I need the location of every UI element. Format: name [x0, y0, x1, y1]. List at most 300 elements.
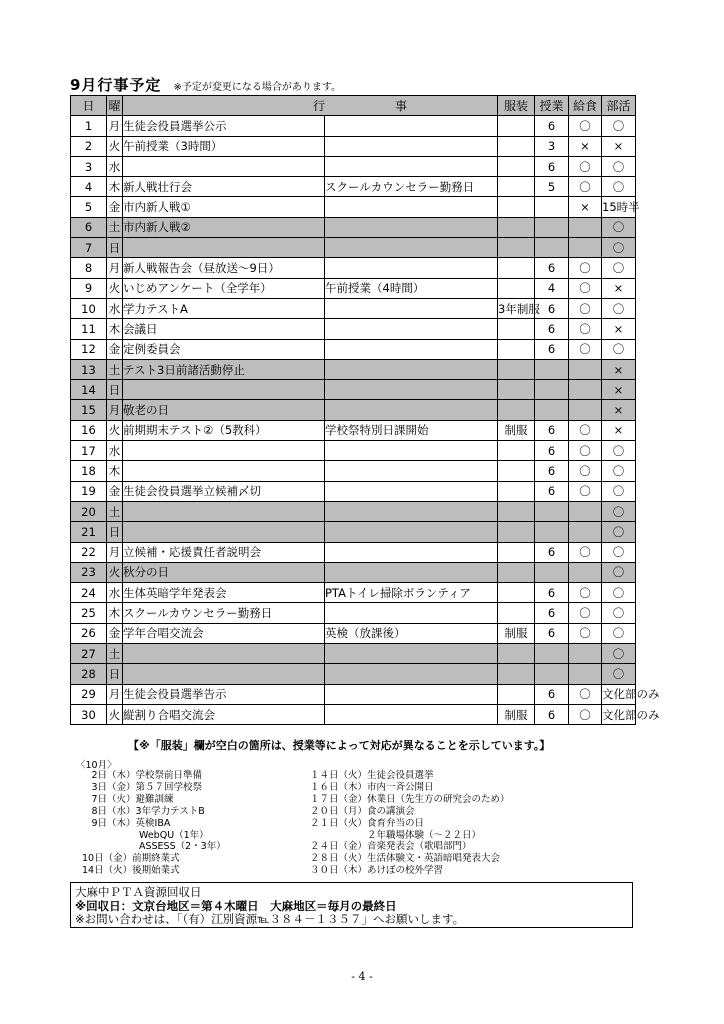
schedule-table: [70, 95, 660, 725]
weekday-cell: 土: [107, 501, 123, 521]
weekday-cell: 土: [107, 359, 123, 379]
table-row: [71, 562, 636, 582]
club-cell: 〇: [602, 481, 636, 501]
event-cell: 会議日: [123, 319, 325, 339]
lunch-cell: ×: [569, 136, 602, 156]
october-item: ASSESS（2・3年）: [82, 841, 226, 853]
event2-cell: [325, 704, 498, 724]
table-row: [71, 156, 636, 176]
classes-cell: 6: [535, 461, 569, 481]
table-row: [71, 522, 636, 542]
october-item: 7日（火）避難訓練: [82, 793, 174, 805]
october-item: 10日（金）前期終業式: [82, 853, 180, 865]
header-events-1: 行: [313, 99, 326, 114]
uniform-cell: [498, 400, 535, 420]
october-heading: 〈10月〉: [76, 760, 117, 771]
table-row: [71, 623, 636, 643]
lunch-cell: 〇: [569, 258, 602, 278]
weekday-cell: 木: [107, 603, 123, 623]
event-cell: 市内新人戦②: [123, 217, 325, 237]
table-row: [71, 359, 636, 379]
classes-cell: 6: [535, 603, 569, 623]
lunch-cell: 〇: [569, 583, 602, 603]
weekday-cell: 日: [107, 522, 123, 542]
table-row: [71, 420, 636, 440]
weekday-cell: 木: [107, 319, 123, 339]
table-row: [71, 177, 636, 197]
uniform-cell: [498, 278, 535, 298]
october-item: 2日（木）学校祭前日準備: [82, 770, 203, 781]
club-cell: 文化部のみ: [602, 684, 636, 704]
club-cell: 〇: [602, 603, 636, 623]
header-lunch: 給食: [569, 96, 602, 116]
classes-cell: [535, 359, 569, 379]
event-cell: [123, 664, 325, 684]
event2-cell: [325, 217, 498, 237]
october-item: ２４日（金）音楽発表会（歌唱部門）: [310, 841, 472, 853]
classes-cell: 6: [535, 156, 569, 176]
uniform-cell: 制服: [498, 623, 535, 643]
day-cell: 25: [71, 603, 107, 623]
page-title: 9月行事予定: [70, 76, 162, 94]
classes-cell: 6: [535, 704, 569, 724]
uniform-footnote: 【※「服装」欄が空白の箇所は、授業等によって対応が異なることを示しています。】: [128, 739, 551, 752]
classes-cell: 6: [535, 298, 569, 318]
club-cell: 〇: [602, 562, 636, 582]
recycle-contact: ※お問い合わせは、「（有）江別資源℡３８４－１３５７」へお願いします。: [75, 912, 465, 926]
club-cell: 〇: [602, 623, 636, 643]
lunch-cell: [569, 359, 602, 379]
event-cell: 定例委員会: [123, 339, 325, 359]
weekday-cell: 日: [107, 380, 123, 400]
day-cell: 24: [71, 583, 107, 603]
lunch-cell: 〇: [569, 156, 602, 176]
club-cell: 〇: [602, 177, 636, 197]
october-item: ３０日（木）あけぼの校外学習: [310, 865, 444, 877]
club-cell: ×: [602, 380, 636, 400]
day-cell: 21: [71, 522, 107, 542]
event-cell: 秋分の日: [123, 562, 325, 582]
weekday-cell: 月: [107, 400, 123, 420]
classes-cell: [535, 238, 569, 258]
event-cell: 生体英暗学年発表会: [123, 583, 325, 603]
table-row: [71, 319, 636, 339]
club-cell: 〇: [602, 583, 636, 603]
lunch-cell: 〇: [569, 116, 602, 136]
table-row: [71, 339, 636, 359]
club-cell: 〇: [602, 217, 636, 237]
classes-cell: 6: [535, 684, 569, 704]
event2-cell: [325, 400, 498, 420]
event-cell: 新人戦報告会（昼放送～9日）: [123, 258, 325, 278]
event-cell: [123, 461, 325, 481]
schedule-body: [71, 116, 660, 725]
event-cell: [123, 156, 325, 176]
table-row: [71, 217, 636, 237]
lunch-cell: 〇: [569, 420, 602, 440]
classes-cell: 6: [535, 481, 569, 501]
lunch-cell: [569, 501, 602, 521]
uniform-cell: [498, 644, 535, 664]
weekday-cell: 日: [107, 238, 123, 258]
event-cell: 生徒会役員選挙公示: [123, 116, 325, 136]
uniform-cell: [498, 562, 535, 582]
classes-cell: 3: [535, 136, 569, 156]
page-number: - 4 -: [351, 970, 373, 983]
day-cell: 17: [71, 441, 107, 461]
day-cell: 19: [71, 481, 107, 501]
weekday-cell: 月: [107, 116, 123, 136]
table-row: [71, 298, 636, 318]
club-cell: 〇: [602, 298, 636, 318]
day-cell: 1: [71, 116, 107, 136]
classes-cell: 6: [535, 420, 569, 440]
weekday-cell: 火: [107, 278, 123, 298]
uniform-cell: [498, 441, 535, 461]
table-row: [71, 116, 636, 136]
club-cell: 〇: [602, 664, 636, 684]
day-cell: 29: [71, 684, 107, 704]
table-row: [71, 704, 636, 724]
day-cell: 12: [71, 339, 107, 359]
weekday-cell: 月: [107, 684, 123, 704]
title-note: ※予定が変更になる場合があります。: [173, 82, 342, 93]
lunch-cell: 〇: [569, 481, 602, 501]
club-cell: 15時半: [602, 197, 636, 217]
event2-cell: [325, 136, 498, 156]
club-cell: ×: [602, 359, 636, 379]
event-cell: [123, 441, 325, 461]
table-row: [71, 664, 636, 684]
lunch-cell: [569, 238, 602, 258]
header-club: 部活: [602, 96, 636, 116]
club-cell: 〇: [602, 461, 636, 481]
day-cell: 16: [71, 420, 107, 440]
table-row: [71, 461, 636, 481]
event2-cell: PTAトイレ掃除ボランティア: [325, 583, 498, 603]
day-cell: 22: [71, 542, 107, 562]
table-row: [71, 644, 636, 664]
uniform-cell: [498, 481, 535, 501]
uniform-cell: [498, 501, 535, 521]
event2-cell: [325, 359, 498, 379]
lunch-cell: 〇: [569, 542, 602, 562]
header-classes: 授業: [535, 96, 569, 116]
day-cell: 4: [71, 177, 107, 197]
table-row: [71, 197, 636, 217]
header-day: 日: [71, 96, 107, 116]
event2-cell: [325, 319, 498, 339]
table-row: [71, 684, 636, 704]
october-item: ２１日（火）食育弁当の日: [310, 817, 425, 829]
table-row: [71, 258, 636, 278]
event-cell: [123, 522, 325, 542]
club-cell: 〇: [602, 542, 636, 562]
uniform-cell: [498, 583, 535, 603]
lunch-cell: 〇: [569, 441, 602, 461]
table-row: [71, 380, 636, 400]
day-cell: 3: [71, 156, 107, 176]
uniform-cell: [498, 380, 535, 400]
lunch-cell: [569, 400, 602, 420]
lunch-cell: 〇: [569, 623, 602, 643]
lunch-cell: 〇: [569, 177, 602, 197]
uniform-cell: 制服: [498, 420, 535, 440]
october-item: １７日（金）休業日（先生方の研究会のため）: [310, 793, 510, 805]
club-cell: 〇: [602, 238, 636, 258]
classes-cell: 4: [535, 278, 569, 298]
event-cell: 学力テストA: [123, 298, 325, 318]
classes-cell: 6: [535, 583, 569, 603]
recycle-title: 大麻中ＰＴＡ資源回収日: [75, 885, 202, 899]
classes-cell: 6: [535, 339, 569, 359]
uniform-cell: [498, 319, 535, 339]
uniform-cell: [498, 197, 535, 217]
event2-cell: [325, 684, 498, 704]
uniform-cell: [498, 461, 535, 481]
lunch-cell: 〇: [569, 278, 602, 298]
classes-cell: 6: [535, 258, 569, 278]
october-item: WebQU（1年）: [82, 829, 209, 841]
weekday-cell: 金: [107, 197, 123, 217]
weekday-cell: 水: [107, 156, 123, 176]
day-cell: 23: [71, 562, 107, 582]
classes-cell: 6: [535, 441, 569, 461]
club-cell: 〇: [602, 116, 636, 136]
event-cell: 生徒会役員選挙立候補〆切: [123, 481, 325, 501]
club-cell: ×: [602, 319, 636, 339]
day-cell: 28: [71, 664, 107, 684]
weekday-cell: 水: [107, 298, 123, 318]
event2-cell: [325, 562, 498, 582]
classes-cell: [535, 644, 569, 664]
event2-cell: [325, 238, 498, 258]
day-cell: 8: [71, 258, 107, 278]
event-cell: 立候補・応援責任者説明会: [123, 542, 325, 562]
table-row: [71, 238, 636, 258]
weekday-cell: 月: [107, 542, 123, 562]
october-item: ２８日（火）生活体験文・英語暗唱発表大会: [310, 853, 501, 865]
day-cell: 10: [71, 298, 107, 318]
event2-cell: [325, 441, 498, 461]
weekday-cell: 土: [107, 217, 123, 237]
weekday-cell: 火: [107, 704, 123, 724]
weekday-cell: 日: [107, 664, 123, 684]
lunch-cell: [569, 217, 602, 237]
weekday-cell: 金: [107, 623, 123, 643]
weekday-cell: 土: [107, 644, 123, 664]
classes-cell: [535, 217, 569, 237]
event2-cell: [325, 461, 498, 481]
weekday-cell: 金: [107, 481, 123, 501]
lunch-cell: ×: [569, 197, 602, 217]
day-cell: 20: [71, 501, 107, 521]
weekday-cell: 木: [107, 461, 123, 481]
header-events-2: 事: [395, 99, 408, 114]
uniform-cell: [498, 156, 535, 176]
event-cell: [123, 380, 325, 400]
october-list-right: [310, 770, 510, 877]
table-row: [71, 501, 636, 521]
october-item: １４日（火）生徒会役員選挙: [310, 770, 434, 781]
uniform-cell: [498, 684, 535, 704]
recycle-info-box: [70, 882, 633, 928]
day-cell: 9: [71, 278, 107, 298]
day-cell: 26: [71, 623, 107, 643]
lunch-cell: 〇: [569, 298, 602, 318]
day-cell: 7: [71, 238, 107, 258]
day-cell: 15: [71, 400, 107, 420]
event-cell: 敬老の日: [123, 400, 325, 420]
lunch-cell: 〇: [569, 461, 602, 481]
event2-cell: [325, 603, 498, 623]
lunch-cell: [569, 664, 602, 684]
header-uniform: 服装: [498, 96, 535, 116]
lunch-cell: 〇: [569, 339, 602, 359]
table-row: [71, 441, 636, 461]
weekday-cell: 火: [107, 420, 123, 440]
day-cell: 30: [71, 704, 107, 724]
lunch-cell: 〇: [569, 704, 602, 724]
event-cell: [123, 644, 325, 664]
uniform-cell: [498, 522, 535, 542]
weekday-cell: 火: [107, 136, 123, 156]
club-cell: ×: [602, 400, 636, 420]
day-cell: 13: [71, 359, 107, 379]
event2-cell: [325, 258, 498, 278]
lunch-cell: 〇: [569, 319, 602, 339]
event-cell: スクールカウンセラー勤務日: [123, 603, 325, 623]
october-item: ２年職場体験（～２２日）: [310, 829, 482, 841]
day-cell: 18: [71, 461, 107, 481]
event2-cell: [325, 339, 498, 359]
classes-cell: 6: [535, 623, 569, 643]
lunch-cell: 〇: [569, 603, 602, 623]
lunch-cell: 〇: [569, 684, 602, 704]
event2-cell: [325, 380, 498, 400]
classes-cell: [535, 522, 569, 542]
october-item: 14日（火）後期始業式: [82, 865, 180, 877]
lunch-cell: [569, 380, 602, 400]
day-cell: 6: [71, 217, 107, 237]
club-cell: 〇: [602, 441, 636, 461]
lunch-cell: [569, 562, 602, 582]
classes-cell: [535, 664, 569, 684]
day-cell: 27: [71, 644, 107, 664]
uniform-cell: 制服: [498, 704, 535, 724]
event2-cell: 学校祭特別日課開始: [325, 420, 498, 440]
table-row: [71, 278, 636, 298]
table-row: [71, 583, 636, 603]
table-header: [71, 96, 636, 116]
event-cell: 学年合唱交流会: [123, 623, 325, 643]
classes-cell: 5: [535, 177, 569, 197]
uniform-cell: [498, 258, 535, 278]
event2-cell: [325, 501, 498, 521]
event-cell: いじめアンケート（全学年）: [123, 278, 325, 298]
day-cell: 5: [71, 197, 107, 217]
october-list-left: [82, 770, 226, 877]
club-cell: 〇: [602, 258, 636, 278]
header-events: [123, 96, 498, 116]
weekday-cell: 水: [107, 583, 123, 603]
uniform-cell: [498, 136, 535, 156]
uniform-cell: [498, 664, 535, 684]
event-cell: 新人戦壮行会: [123, 177, 325, 197]
event2-cell: [325, 116, 498, 136]
event-cell: 縦割り合唱交流会: [123, 704, 325, 724]
classes-cell: [535, 562, 569, 582]
uniform-cell: [498, 116, 535, 136]
uniform-cell: [498, 238, 535, 258]
club-cell: ×: [602, 278, 636, 298]
classes-cell: [535, 501, 569, 521]
title-row: [70, 73, 341, 95]
event2-cell: [325, 664, 498, 684]
classes-cell: [535, 400, 569, 420]
classes-cell: 6: [535, 116, 569, 136]
weekday-cell: 火: [107, 562, 123, 582]
event2-cell: [325, 298, 498, 318]
classes-cell: [535, 197, 569, 217]
club-cell: 〇: [602, 156, 636, 176]
event2-cell: スクールカウンセラー勤務日: [325, 177, 498, 197]
uniform-cell: 3年制服: [498, 298, 535, 318]
recycle-dates: ※回収日：文京台地区＝第４木曜日 大麻地区＝毎月の最終日: [75, 898, 397, 913]
event-cell: 前期期末テスト②（5教科）: [123, 420, 325, 440]
event2-cell: 英検（放課後）: [325, 623, 498, 643]
uniform-cell: [498, 603, 535, 623]
uniform-cell: [498, 542, 535, 562]
header-weekday: 曜: [107, 96, 123, 116]
october-item: 9日（木）英検IBA: [82, 817, 171, 829]
october-item: 8日（水）3年学力テストB: [82, 805, 205, 817]
day-cell: 2: [71, 136, 107, 156]
table-row: [71, 603, 636, 623]
event2-cell: 午前授業（4時間）: [325, 278, 498, 298]
table-row: [71, 136, 636, 156]
october-item: １６日（木）市内一斉公開日: [310, 781, 434, 793]
event-cell: テスト3日前諸活動停止: [123, 359, 325, 379]
event-cell: [123, 238, 325, 258]
uniform-cell: [498, 339, 535, 359]
event-cell: 午前授業（3時間）: [123, 136, 325, 156]
classes-cell: 6: [535, 319, 569, 339]
classes-cell: 6: [535, 542, 569, 562]
uniform-cell: [498, 359, 535, 379]
event-cell: 生徒会役員選挙告示: [123, 684, 325, 704]
october-item: 3日（金）第５７回学校祭: [82, 781, 203, 793]
table-row: [71, 481, 636, 501]
october-item: ２０日（月）食の講演会: [310, 805, 415, 817]
event2-cell: [325, 156, 498, 176]
event2-cell: [325, 522, 498, 542]
club-cell: 文化部のみ: [602, 704, 636, 724]
club-cell: 〇: [602, 339, 636, 359]
event2-cell: [325, 197, 498, 217]
club-cell: 〇: [602, 501, 636, 521]
table-row: [71, 400, 636, 420]
weekday-cell: 木: [107, 177, 123, 197]
club-cell: 〇: [602, 644, 636, 664]
club-cell: 〇: [602, 522, 636, 542]
event2-cell: [325, 644, 498, 664]
lunch-cell: [569, 522, 602, 542]
event-cell: [123, 501, 325, 521]
weekday-cell: 金: [107, 339, 123, 359]
club-cell: ×: [602, 420, 636, 440]
uniform-cell: [498, 177, 535, 197]
